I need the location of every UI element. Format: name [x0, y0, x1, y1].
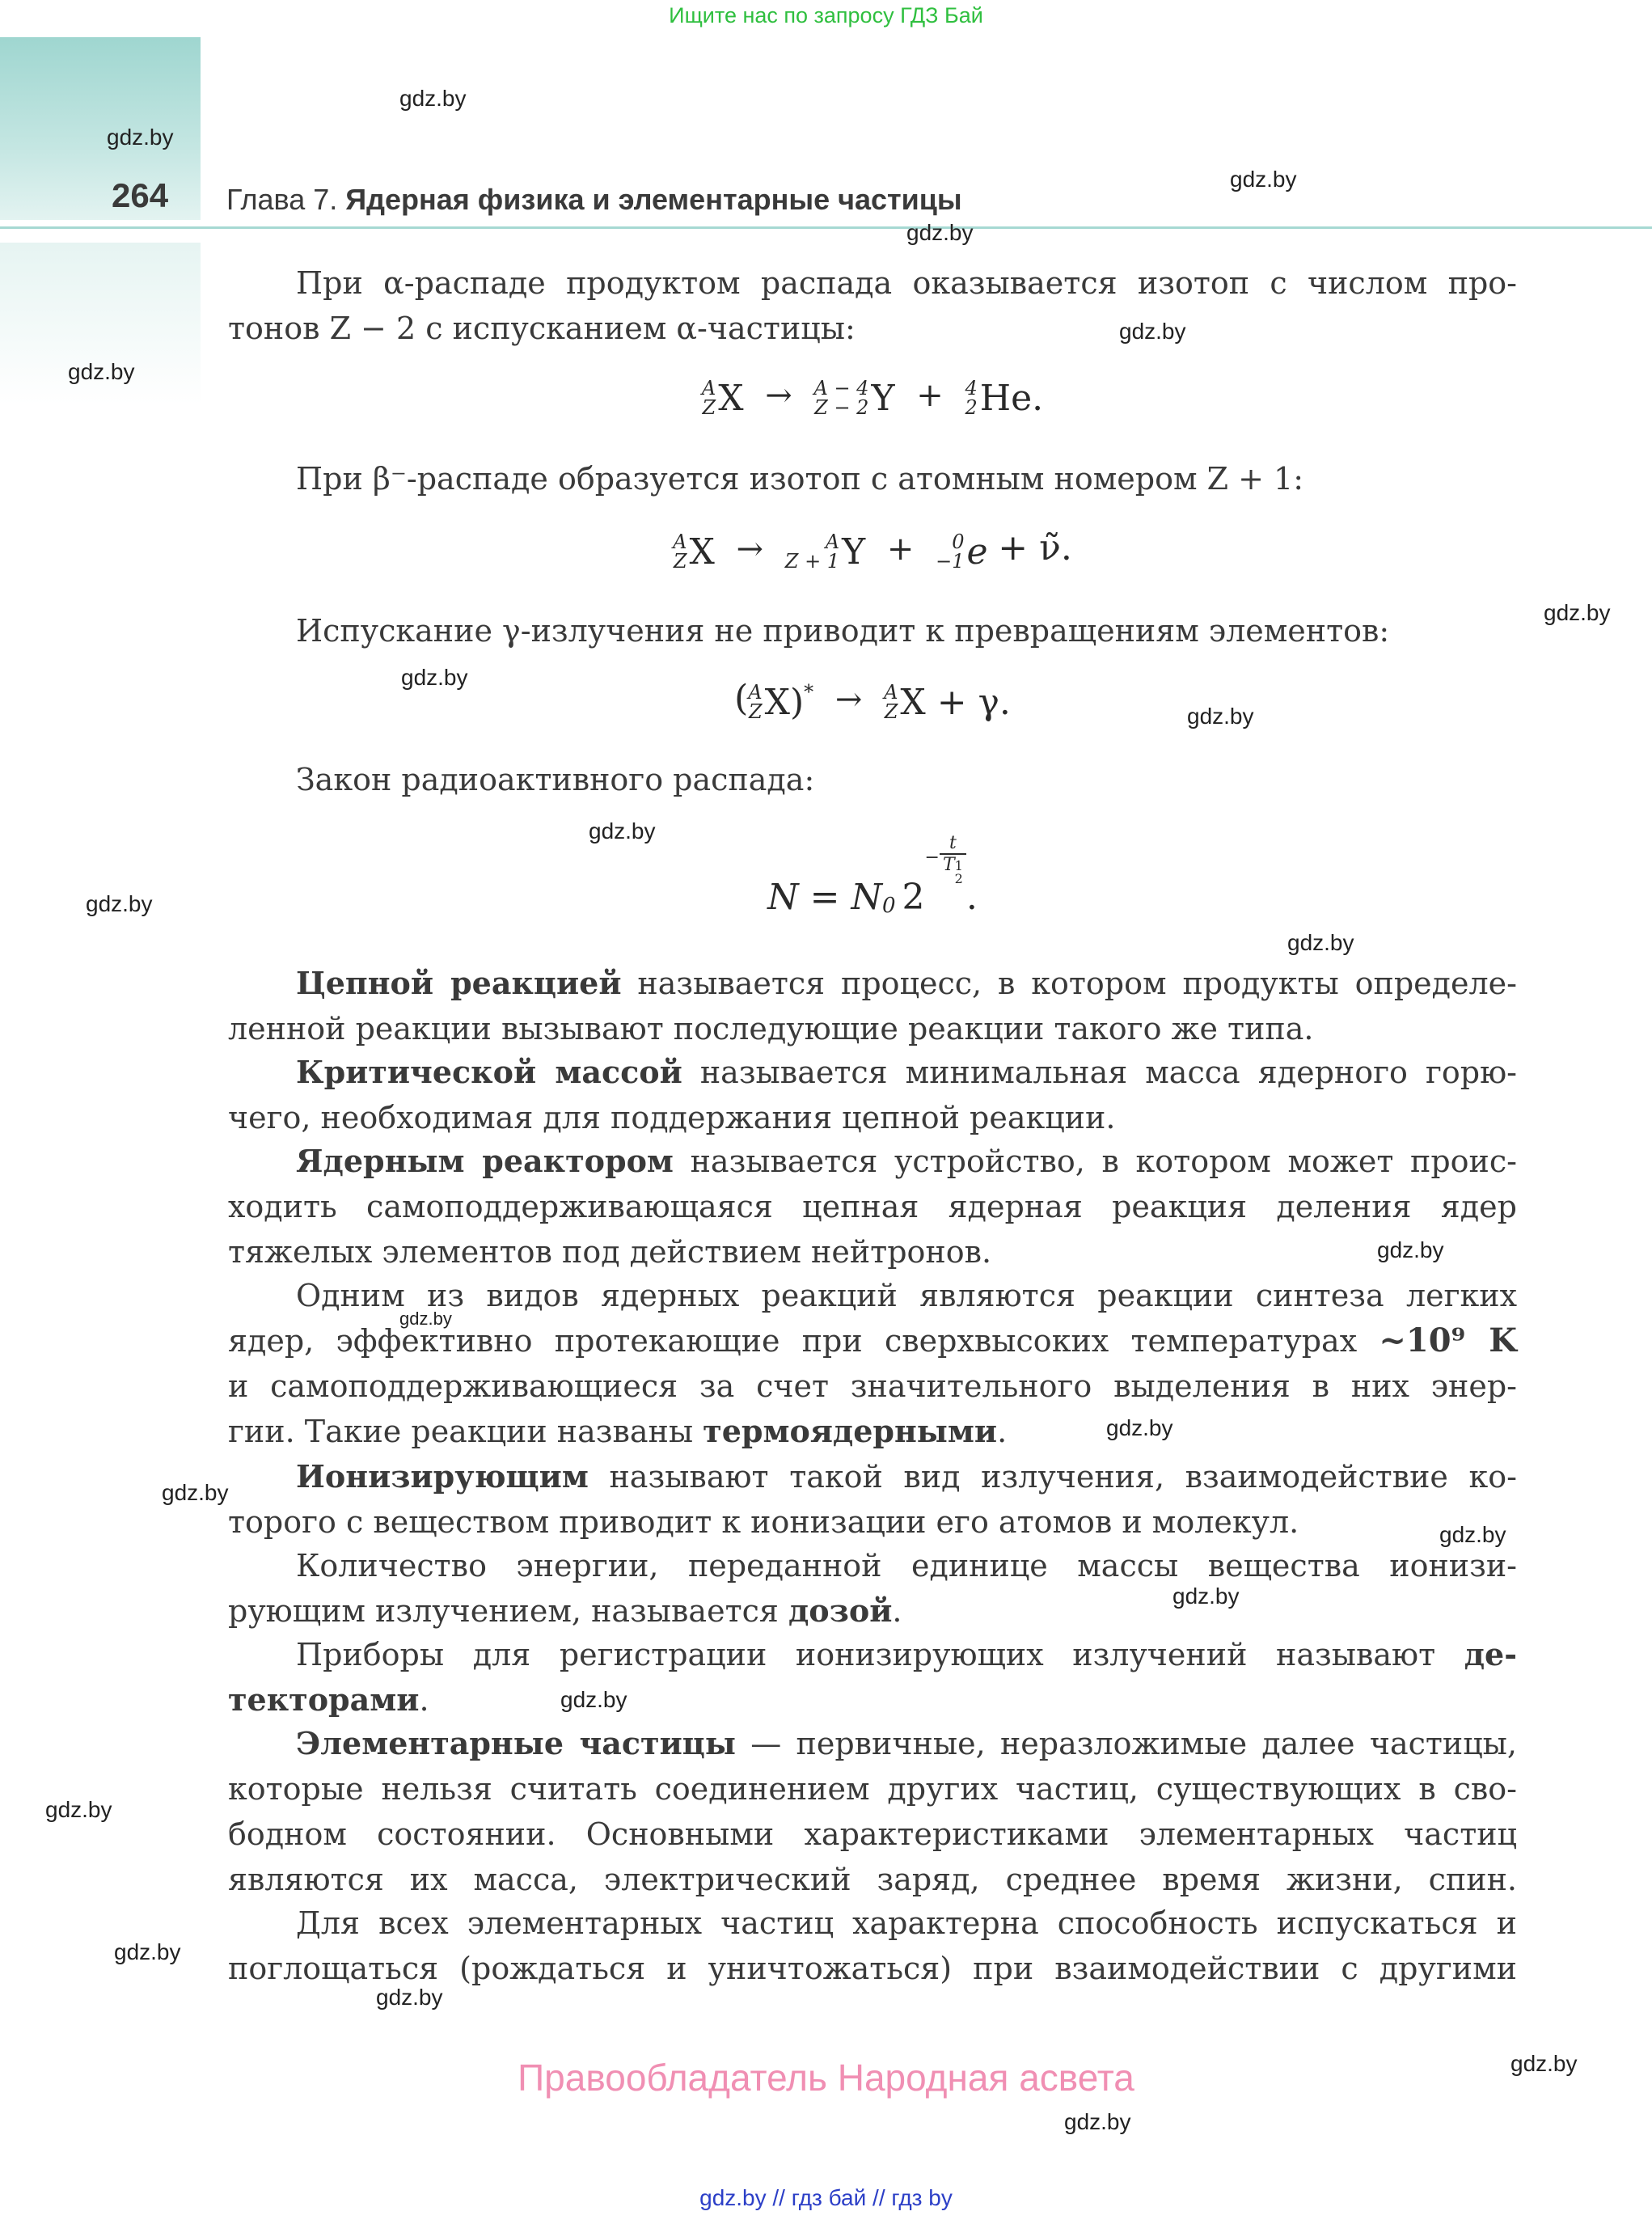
watermark: gdz.by — [401, 665, 468, 690]
term-detectors: текторами — [228, 1681, 420, 1718]
chapter-prefix: Глава 7. — [226, 183, 346, 216]
paragraph-ionizing: Ионизирующим называют такой вид излучения, взаимодействие ко- торого с веществом приводит к ионизации его атомов и молекул. — [228, 1458, 1517, 1540]
term-elementary-particles: Элементарные частицы — [296, 1725, 736, 1761]
watermark: gdz.by — [68, 359, 135, 384]
paragraph-alpha-decay — [228, 260, 1517, 351]
watermark: gdz.by — [399, 86, 467, 111]
term-dose: дозой — [788, 1592, 893, 1629]
watermark: gdz.by — [1439, 1522, 1506, 1547]
chapter-heading — [226, 183, 962, 217]
text-line: Закон радиоактивного распада: — [296, 762, 815, 797]
top-banner[interactable]: Ищите нас по запросу ГДЗ Бай — [669, 3, 983, 27]
watermark: gdz.by — [399, 1309, 452, 1329]
watermark: gdz.by — [86, 891, 153, 916]
chapter-title: Ядерная физика и элементарные частицы — [345, 183, 962, 216]
text-line: Испускание γ-излучения не приводит к превращениям элементов: — [296, 613, 1390, 649]
paragraph-fusion: Одним из видов ядерных реакций являются реакции синтеза легких ядер, эффективно протекающие при сверхвысоких температурах ~10⁹ K и самоподдерживающиеся за счет значительного выделения в них энер- гии. Такие реакции названы термоядерными. — [228, 1278, 1517, 1449]
term-ionizing: Ионизирующим — [296, 1458, 589, 1495]
formula-alpha-decay: A Z X → A − 4 Z − 2 Y + 4 2 He. — [701, 377, 1044, 419]
header-rule — [0, 226, 1652, 229]
watermark: gdz.by — [1287, 930, 1354, 955]
paragraph-chain-reaction: Цепной реакцией называется процесс, в котором продукты определе- ленной реакции вызывают последующие реакции такого же типа. — [228, 965, 1517, 1046]
text-line: При α-распаде продуктом распада оказывается изотоп с числом про- — [296, 265, 1517, 301]
paragraph-law — [228, 757, 1517, 802]
watermark: gdz.by — [107, 125, 174, 150]
watermark: gdz.by — [45, 1797, 112, 1822]
watermark: gdz.by — [1510, 2051, 1578, 2076]
temperature-value: ~10⁹ K — [1379, 1321, 1517, 1359]
footer-links[interactable]: gdz.by // гдз бай // гдз by — [699, 2185, 953, 2210]
page-number: 264 — [112, 176, 169, 214]
watermark: gdz.by — [1544, 600, 1611, 625]
paragraph-dose: Количество энергии, переданной единице массы вещества ионизи- рующим излучением, называется дозой. — [228, 1548, 1517, 1629]
term-chain-reaction: Цепной реакцией — [296, 965, 622, 1001]
paragraph-last: Для всех элементарных частиц характерна способность испускаться и поглощаться (рождаться и уничтожаться) при взаимодействии с другими — [228, 1905, 1517, 1986]
watermark: gdz.by — [1230, 167, 1297, 192]
term-critical-mass: Критической массой — [296, 1054, 682, 1090]
paragraph-detectors: Приборы для регистрации ионизирующих излучений называют де- текторами. — [228, 1636, 1517, 1718]
watermark: gdz.by — [1106, 1415, 1173, 1440]
watermark: gdz.by — [376, 1985, 443, 2010]
text-line: При β⁻-распаде образуется изотоп с атомным номером Z + 1: — [296, 461, 1304, 497]
watermark: gdz.by — [589, 818, 656, 844]
paragraph-elementary-particles: Элементарные частицы — первичные, неразложимые далее частицы, которые нельзя считать соединением других частиц, существующих в сво- бодном состоянии. Основными характеристиками элементарных частиц являются их масса, электрический заряд, среднее время жизни, спин. — [228, 1725, 1517, 1897]
watermark: gdz.by — [1377, 1237, 1444, 1262]
formula-beta-decay: A Z X → A Z + 1 Y + 0 −1 e + ν̃. — [673, 527, 1072, 573]
paragraph-reactor: Ядерным реактором называется устройство, в котором может проис- ходить самоподдерживающаяся цепная ядерная реакция деления ядер тяжелых элементов под действием нейтронов. — [228, 1143, 1518, 1270]
paragraph-beta-decay — [228, 456, 1517, 501]
watermark: gdz.by — [906, 220, 974, 245]
term-thermonuclear: термоядерными — [703, 1413, 998, 1449]
formula-gamma: ( A Z X) * → A Z X + γ. — [734, 678, 1011, 723]
text-line: тонов Z − 2 с испусканием α-частицы: — [228, 311, 856, 346]
watermark: gdz.by — [162, 1480, 229, 1505]
watermark: gdz.by — [1119, 319, 1186, 344]
watermark: gdz.by — [1064, 2109, 1131, 2134]
formula-decay-law: N = N $_0$ 2 − t T 1 2 . — [767, 833, 978, 918]
watermark: gdz.by — [114, 1939, 181, 1964]
term-reactor: Ядерным реактором — [296, 1143, 674, 1179]
paragraph-critical-mass: Критической массой называется минимальная масса ядерного горю- чего, необходимая для поддержания цепной реакции. — [228, 1054, 1517, 1135]
watermark: gdz.by — [560, 1687, 627, 1712]
paragraph-gamma — [228, 608, 1517, 653]
copyright-notice: Правообладатель Народная асвета — [518, 2057, 1134, 2099]
watermark: gdz.by — [1187, 704, 1254, 729]
watermark: gdz.by — [1172, 1583, 1240, 1609]
